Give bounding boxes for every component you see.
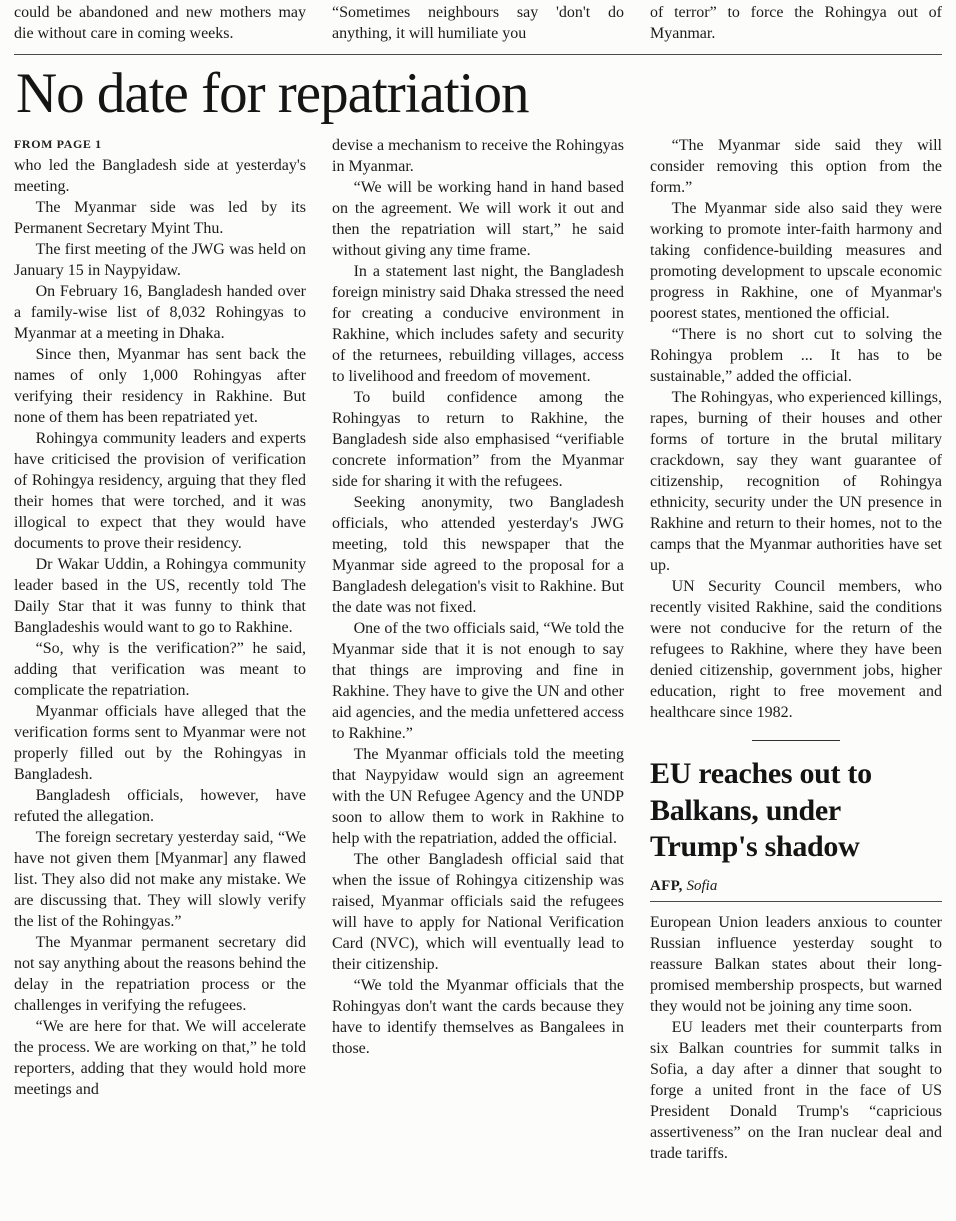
- column-1-text: [14, 155, 306, 1100]
- continuation-label: FROM PAGE 1: [14, 137, 102, 152]
- paragraph: “We are here for that. We will accelerate the process. We are working on that,” he told reporters, adding that they would hold more meetings and: [14, 1018, 306, 1099]
- paragraph: who led the Bangladesh side at yesterday's meeting.: [14, 157, 306, 196]
- article-columns: [14, 135, 942, 1164]
- column-2-text: [332, 135, 624, 1059]
- byline-location: Sofia: [686, 877, 718, 894]
- top-strip-col3-text: of terror” to force the Rohingya out of Myanmar.: [650, 4, 942, 42]
- paragraph: The first meeting of the JWG was held on January 15 in Naypyidaw.: [14, 241, 306, 280]
- paragraph: Bangladesh officials, however, have refuted the allegation.: [14, 787, 306, 826]
- paragraph: Seeking anonymity, two Bangladesh officials, who attended yesterday's JWG meeting, told this newspaper that the Myanmar side agreed to the proposal for a Bangladesh delegation's visit to Rakhine. But the date was not fixed.: [332, 494, 624, 617]
- paragraph: devise a mechanism to receive the Rohingyas in Myanmar.: [332, 137, 624, 176]
- paragraph: “We will be working hand in hand based on the agreement. We will work it out and then the repatriation will start,” he said without giving any time frame.: [332, 179, 624, 260]
- byline: [650, 878, 942, 902]
- paragraph: The Myanmar side was led by its Permanent Secretary Myint Thu.: [14, 199, 306, 238]
- paragraph: The Myanmar permanent secretary did not say anything about the reasons behind the delay in the repatriation process or the challenges in verifying the refugees.: [14, 934, 306, 1015]
- article-column-3: [650, 135, 942, 1164]
- top-strip: [14, 0, 942, 50]
- main-headline: No date for repatriation: [16, 62, 529, 125]
- paragraph: “So, why is the verification?” he said, adding that verification was meant to complicate the repatriation.: [14, 640, 306, 700]
- second-article-headline: EU reaches out to Balkans, under Trump's shadow: [650, 757, 872, 864]
- paragraph: The Myanmar officials told the meeting that Naypyidaw would sign an agreement with the UN Refugee Agency and the UNDP soon to allow them to work in Rakhine to help with the repatriation, added the official.: [332, 746, 624, 848]
- paragraph: Rohingya community leaders and experts have criticised the provision of verification of Rohingya residency, arguing that they fled their homes that were torched, and it was illogical to expect that they would have documents to prove their residency.: [14, 430, 306, 553]
- top-strip-col2-text: “Sometimes neighbours say 'don't do anything, it will humiliate you: [332, 4, 624, 42]
- top-strip-col1-text: could be abandoned and new mothers may die without care in coming weeks.: [14, 4, 306, 42]
- article-column-1: [14, 135, 306, 1100]
- paragraph: To build confidence among the Rohingyas to return to Rakhine, the Bangladesh side also emphasised “verifiable concrete information” from the Myanmar side for sharing it with the refugees.: [332, 389, 624, 491]
- paragraph: The foreign secretary yesterday said, “We have not given them [Myanmar] any flawed list. They also did not make any mistake. We are discussing that. They will slowly verify the list of the Rohingyas.”: [14, 829, 306, 931]
- article-column-2: [332, 135, 624, 1059]
- paragraph: The Myanmar side also said they were working to promote inter-faith harmony and taking confidence-building measures and promoting development to upscale economic progress in Rakhine, one of Myanmar's poorest states, mentioned the official.: [650, 200, 942, 323]
- paragraph: European Union leaders anxious to counter Russian influence yesterday sought to reassure Balkan states about their long-promised membership prospects, but warned they would not be joining any time soon.: [650, 913, 942, 1015]
- paragraph: On February 16, Bangladesh handed over a family-wise list of 8,032 Rohingyas to Myanmar at a meeting in Dhaka.: [14, 283, 306, 343]
- paragraph: One of the two officials said, “We told the Myanmar side that it is not enough to say that things are improving and fine in Rakhine. They have to give the UN and other aid agencies, and the media unfettered access to Rakhine.”: [332, 620, 624, 743]
- paragraph: Myanmar officials have alleged that the verification forms sent to Myanmar were not properly filled out by the Rohingyas in Bangladesh.: [14, 703, 306, 784]
- paragraph: The Rohingyas, who experienced killings, rapes, burning of their houses and other forms of torture in the brutal military crackdown, say they want guarantee of citizenship, recognition of Rohingya ethnicity, security under the UN presence in Rakhine and return to their homes, not to the camps that the Myanmar authorities have set up.: [650, 389, 942, 575]
- paragraph: UN Security Council members, who recently visited Rakhine, said the conditions were not conducive for the return of the refugees to Rakhine, where they have been denied citizenship, government jobs, higher education, right to free movement and healthcare since 1982.: [650, 578, 942, 722]
- paragraph: “We told the Myanmar officials that the Rohingyas don't want the cards because they have to identify themselves as Bangalees in those.: [332, 977, 624, 1058]
- paragraph: “The Myanmar side said they will consider removing this option from the form.”: [650, 137, 942, 197]
- paragraph: Dr Wakar Uddin, a Rohingya community leader based in the US, recently told The Daily Star that it was funny to think that Bangladeshis would want to go to Rakhine.: [14, 556, 306, 637]
- column-3-text: [650, 135, 942, 723]
- byline-agency: AFP,: [650, 877, 683, 894]
- article-divider: [752, 740, 840, 741]
- paragraph: “There is no short cut to solving the Rohingya problem ... It has to be sustainable,” added the official.: [650, 326, 942, 386]
- paragraph: EU leaders met their counterparts from six Balkan countries for summit talks in Sofia, a day after a dinner that sought to forge a united front in the face of US President Donald Trump's “capricious assertiveness” on the Iran nuclear deal and trade tariffs.: [650, 1018, 942, 1162]
- paragraph: Since then, Myanmar has sent back the names of only 1,000 Rohingyas after verifying their residency in Rakhine. But none of them has been repatriated yet.: [14, 346, 306, 427]
- paragraph: The other Bangladesh official said that when the issue of Rohingya citizenship was raised, Myanmar officials said the refugees will have to apply for National Verification Card (NVC), which will eventually lead to their citizenship.: [332, 851, 624, 974]
- second-article-text: [650, 912, 942, 1164]
- paragraph: In a statement last night, the Bangladesh foreign ministry said Dhaka stressed the need for creating a conducive environment in Rakhine, which includes safety and security of the returnees, rebuilding villages, access to livelihood and freedom of movement.: [332, 263, 624, 386]
